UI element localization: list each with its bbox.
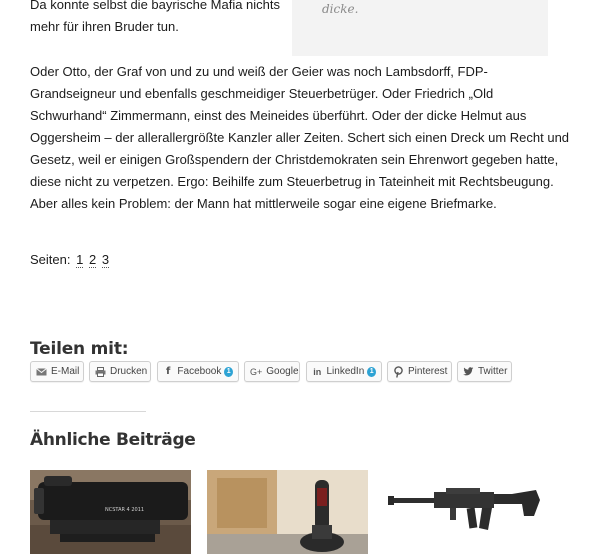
share-linkedin-label: LinkedIn — [326, 366, 365, 377]
share-email-button[interactable] — [30, 361, 84, 382]
related-posts-heading: Ähnliche Beiträge — [30, 430, 196, 450]
pagination — [30, 249, 109, 271]
share-print-button[interactable] — [89, 361, 151, 382]
share-linkedin-button[interactable] — [306, 361, 382, 382]
share-heading: Teilen mit: — [30, 339, 129, 359]
page-link-1[interactable]: 1 — [76, 252, 84, 267]
article-paragraph-2: Oder Otto, der Graf von und zu und weiß der Geier was noch Lambsdorff, FDP-Grandseigneur und ebenfalls geschmeidiger Steuerbetrüger. Oder Friedrich „Old Schwurhand“ Zimmermann, einst des Meineides überführt. Oder der dicke Helmut aus Oggersheim – der allerallergrößte Kanzler aller Zeiten. Schert sich einen Dreck um Recht und Gesetz, weil er einigen Großspendern der Christdemokraten sein Ehrenwort gegeben hatte, diese nicht zu verpetzen. Ergo: Beihilfe zum Steuerbetrug in Tateinheit mit Rechtsbeugung. Aber alles kein Problem: der Mann hat mittlerweile sogar eine eigene Briefmarke. — [30, 64, 570, 211]
facebook-count-badge: 1 — [224, 367, 233, 377]
related-post-thumbnail-2[interactable] — [207, 470, 368, 554]
share-email-label: E-Mail — [51, 366, 80, 377]
share-google-button[interactable] — [244, 361, 300, 382]
article-paragraph-1: Da konnte selbst die bayrische Mafia nichts mehr für ihren Bruder tun. — [30, 0, 281, 34]
share-twitter-button[interactable] — [457, 361, 512, 382]
email-icon — [36, 366, 47, 378]
share-google-label: Google — [266, 366, 299, 377]
page-link-3[interactable]: 3 — [101, 252, 110, 267]
print-icon — [95, 366, 106, 378]
section-divider — [30, 411, 146, 412]
share-pinterest-label: Pinterest — [408, 366, 448, 377]
scope-image — [30, 470, 191, 554]
scope-engraving: NCSTAR 4 2011 — [105, 507, 145, 513]
page-link-2[interactable]: 2 — [88, 252, 97, 267]
related-post-thumbnail-1[interactable] — [30, 470, 191, 554]
share-pinterest-button[interactable] — [387, 361, 452, 382]
google-icon: G+ — [250, 366, 263, 377]
pullquote-box — [292, 0, 548, 56]
pinterest-icon — [393, 366, 404, 378]
rifle-image — [384, 470, 545, 554]
share-print-label: Drucken — [110, 366, 148, 377]
share-facebook-label: Facebook — [177, 366, 222, 377]
facebook-icon: f — [166, 366, 171, 377]
twitter-icon — [463, 366, 474, 378]
linkedin-count-badge: 1 — [367, 367, 376, 377]
room-image — [207, 470, 368, 554]
share-facebook-button[interactable] — [157, 361, 239, 382]
linkedin-icon: in — [313, 366, 322, 377]
related-post-thumbnail-3[interactable] — [384, 470, 545, 554]
share-twitter-label: Twitter — [478, 366, 508, 377]
pullquote-text: dicke. — [322, 2, 359, 16]
pagination-label: Seiten: — [30, 252, 71, 267]
